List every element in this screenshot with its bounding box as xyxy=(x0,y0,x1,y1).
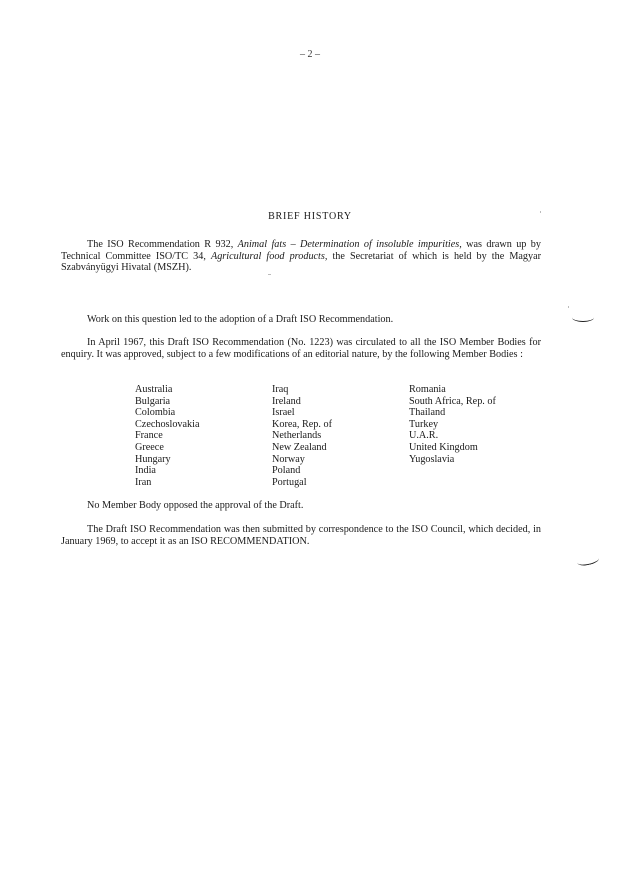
member-body: Norway xyxy=(272,453,305,465)
member-body: Australia xyxy=(135,384,173,395)
member-body: Israel xyxy=(272,407,295,419)
member-body: South Africa, Rep. of xyxy=(409,395,496,407)
member-body: Poland xyxy=(272,465,301,477)
paragraph-origin xyxy=(61,239,541,274)
member-bodies-list xyxy=(135,384,569,488)
member-body: Turkey xyxy=(409,418,439,430)
paragraph-council-acceptance: The Draft ISO Recommendation was then submitted by correspondence to the ISO Council, which decided, in January 1969, to accept it as an ISO RECOMMENDATION. xyxy=(61,524,541,547)
committee-title: Agricultural food products, xyxy=(210,250,328,262)
member-body: Colombia xyxy=(135,407,176,419)
member-body: U.A.R. xyxy=(409,430,439,442)
member-body: Netherlands xyxy=(272,430,322,442)
paragraph-circulation: In April 1967, this Draft ISO Recommendation (No. 1223) was circulated to all the ISO Member Bodies for enquiry. It was approved, subject to a few modifications of an editorial nature, by the following Member Bodies : xyxy=(61,337,541,360)
member-body: Portugal xyxy=(272,476,307,488)
member-body: Ireland xyxy=(272,395,301,407)
member-body: United Kingdom xyxy=(409,441,478,453)
member-body: Hungary xyxy=(135,453,171,465)
member-body: New Zealand xyxy=(272,441,327,453)
paragraph-origin-end: the Secretariat of which is held by the Magyar Szabványügyi Hivatal (MSZH). xyxy=(61,250,541,274)
scan-speck xyxy=(568,306,569,308)
member-body: Bulgaria xyxy=(135,395,171,407)
member-bodies-column-1 xyxy=(135,384,272,488)
member-body: Korea, Rep. of xyxy=(272,418,332,430)
margin-binding-mark xyxy=(576,554,599,567)
member-body: Thailand xyxy=(409,407,446,419)
member-body: Iraq xyxy=(272,384,289,395)
member-body: Czechoslovakia xyxy=(135,418,200,430)
member-body: France xyxy=(135,430,163,442)
section-heading: BRIEF HISTORY xyxy=(268,211,352,222)
page-number: – 2 – xyxy=(300,49,320,60)
member-body: India xyxy=(135,465,156,477)
member-body: Iran xyxy=(135,476,152,488)
paragraph-no-opposition: No Member Body opposed the approval of the Draft. xyxy=(87,500,304,511)
member-bodies-column-3 xyxy=(409,384,569,488)
scan-speck xyxy=(268,274,271,275)
member-body: Yugoslavia xyxy=(409,453,455,465)
member-body: Greece xyxy=(135,441,164,453)
member-body: Romania xyxy=(409,384,446,395)
paragraph-origin-intro: The ISO Recommendation R 932, xyxy=(87,239,238,250)
scan-speck xyxy=(540,211,541,213)
paragraph-origin-mid: was drawn up by Technical Committee ISO/TC 34, xyxy=(61,239,541,262)
member-bodies-column-2 xyxy=(272,384,409,488)
margin-binding-mark xyxy=(572,313,594,322)
standard-title: Animal fats – Determination of insoluble impurities, xyxy=(237,239,462,250)
paragraph-draft-adoption: Work on this question led to the adoption of a Draft ISO Recommendation. xyxy=(87,314,394,325)
